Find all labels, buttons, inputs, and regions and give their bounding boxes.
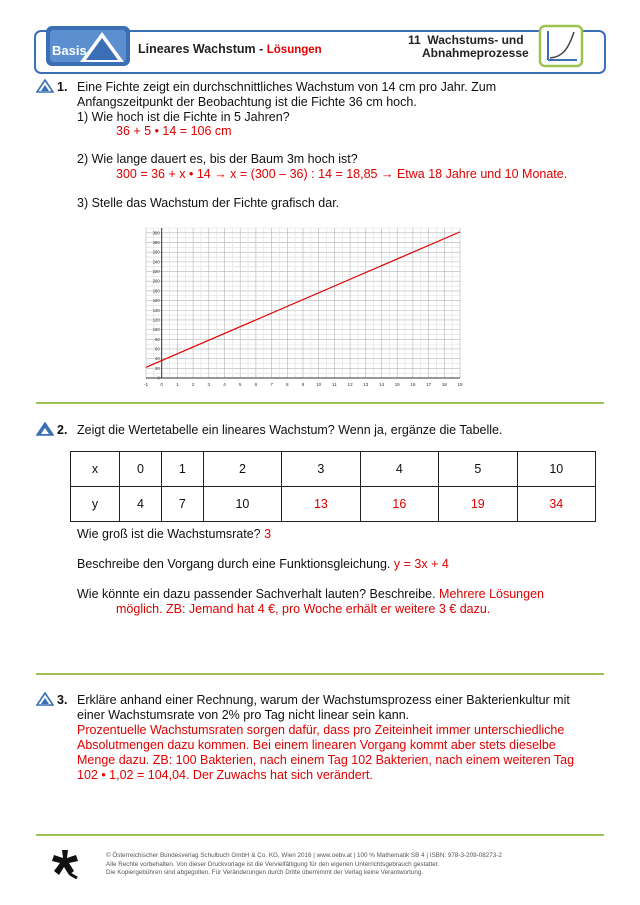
task2-rate-answer: 3 — [264, 527, 272, 541]
task3-answer-line4: 102 • 1,02 = 104,04. Der Zuwachs hat sich verändert. — [77, 768, 373, 782]
table-cell: 5 — [439, 452, 517, 487]
task2-function-line — [77, 557, 449, 572]
table-cell: 1 — [161, 452, 203, 487]
y-tick-label: 180 — [152, 288, 160, 294]
x-tick-label: 5 — [238, 382, 242, 387]
task1-question2: 2) Wie lange dauert es, bis der Baum 3m hoch ist? — [77, 152, 358, 166]
publisher-logo-icon — [50, 848, 80, 880]
y-tick-label: 220 — [152, 269, 160, 275]
table-cell: x — [71, 452, 120, 487]
table-cell: 10 — [203, 487, 281, 522]
task2-question: Zeigt die Wertetabelle ein lineares Wachstum? Wenn ja, ergänze die Tabelle. — [77, 423, 503, 437]
y-tick-label: 300 — [152, 230, 160, 236]
basis-logo — [46, 24, 130, 68]
x-tick-label: 10 — [316, 382, 322, 387]
page-title — [138, 42, 322, 56]
x-tick-label: 11 — [332, 382, 337, 387]
growth-graph-icon — [538, 22, 586, 70]
task3-answer-line3: Menge dazu. ZB: 100 Bakterien, nach einem Tag 102 Bakterien, nach einem weiteren Tag — [77, 753, 575, 767]
table-cell-solution: 13 — [282, 487, 360, 522]
section-divider — [36, 834, 604, 836]
task1-answer1: 36 + 5 • 14 = 106 cm — [116, 124, 232, 138]
x-tick-label: 0 — [160, 382, 163, 387]
y-tick-label: 20 — [155, 365, 160, 371]
task2-scenario-line — [77, 587, 544, 602]
task3-answer-line1: Prozentuelle Wachstumsraten sorgen dafür, dass pro Zeiteinheit immer unterschiedliche — [77, 723, 565, 737]
task1-question3: 3) Stelle das Wachstum der Fichte grafisch dar. — [77, 196, 340, 210]
y-tick-label: 60 — [155, 346, 160, 352]
x-tick-label: 16 — [410, 382, 416, 387]
task2-rate-question: Wie groß ist die Wachstumsrate? — [77, 527, 261, 541]
x-tick-label: 9 — [301, 382, 305, 387]
table-cell: y — [71, 487, 120, 522]
section-divider — [36, 673, 604, 675]
difficulty-triangle-icon — [36, 79, 54, 93]
difficulty-triangle-icon — [36, 422, 54, 436]
y-tick-label: 140 — [152, 307, 160, 313]
y-tick-label: 280 — [152, 240, 160, 246]
task2-scenario-answer1: Mehrere Lösungen — [439, 587, 544, 601]
x-tick-label: 7 — [270, 382, 273, 387]
table-row — [71, 487, 596, 522]
table-cell: 10 — [517, 452, 595, 487]
task1-text-line2: Anfangszeitpunkt der Beobachtung ist die Fichte 36 cm hoch. — [77, 95, 417, 109]
title-text: Lineares Wachstum - — [138, 42, 267, 56]
task2-number: 2. — [57, 423, 68, 437]
x-tick-label: 4 — [223, 382, 226, 387]
task1-question1: 1) Wie hoch ist die Fichte in 5 Jahren? — [77, 110, 290, 124]
table-cell: 7 — [161, 487, 203, 522]
difficulty-triangle-icon — [36, 692, 54, 706]
x-tick-label: 12 — [347, 382, 353, 387]
chapter-line2: Abnahmeprozesse — [422, 46, 529, 60]
table-cell: 4 — [120, 487, 162, 522]
task1-text-line1: Eine Fichte zeigt ein durchschnittliches Wachstum von 14 cm pro Jahr. Zum — [77, 80, 497, 94]
task2-function-question: Beschreibe den Vorgang durch eine Funktionsgleichung. — [77, 557, 391, 571]
x-tick-label: 1 — [176, 382, 179, 387]
footer-line2: Alle Rechte vorbehalten. Von dieser Druckvorlage ist die Vervielfältigung für den eigenen Unterrichtsgebrauch gestattet. — [106, 860, 440, 868]
table-row — [71, 452, 596, 487]
table-cell: 4 — [360, 452, 438, 487]
table-cell-solution: 16 — [360, 487, 438, 522]
title-solutions: Lösungen — [266, 44, 322, 56]
y-tick-label: 80 — [155, 336, 160, 342]
x-tick-label: 15 — [394, 382, 400, 387]
y-tick-label: 120 — [152, 317, 160, 323]
chapter-number: 11 — [408, 33, 421, 47]
table-cell-solution: 19 — [439, 487, 517, 522]
x-tick-label: 3 — [207, 382, 211, 387]
task2-scenario-question: Wie könnte ein dazu passender Sachverhalt lauten? Beschreibe. — [77, 587, 436, 601]
y-tick-label: 240 — [152, 259, 160, 265]
y-tick-label: 160 — [152, 298, 160, 304]
x-tick-label: 2 — [191, 382, 195, 387]
task1-number: 1. — [57, 80, 68, 94]
task2-function-answer: y = 3x + 4 — [393, 557, 449, 571]
table-cell: 2 — [203, 452, 281, 487]
basis-logo-text: Basis — [52, 43, 87, 58]
task3-number: 3. — [57, 693, 68, 707]
x-tick-label: 19 — [457, 382, 463, 387]
task2-scenario-answer2: möglich. ZB: Jemand hat 4 €, pro Woche erhält er weitere 3 € dazu. — [116, 602, 491, 616]
value-table — [70, 451, 596, 522]
y-tick-label: 260 — [152, 249, 160, 255]
table-cell-solution: 34 — [517, 487, 595, 522]
x-tick-label: 8 — [286, 382, 289, 387]
footer-line1: © Österreichischer Bundesverlag Schulbuch GmbH & Co. KG, Wien 2016 | www.oebv.at | 100 % Mathematik SB 4 | ISBN: 978-3-209-08273-2 — [106, 852, 502, 859]
growth-chart — [134, 220, 466, 388]
task3-text-line2: einer Wachstumsrate von 2% pro Tag nicht linear sein kann. — [77, 708, 410, 722]
section-divider — [36, 402, 604, 404]
y-tick-label: 100 — [152, 327, 160, 333]
task3-text-line1: Erkläre anhand einer Rechnung, warum der Wachstumsprozess einer Bakterienkultur mit — [77, 693, 570, 707]
y-tick-label: 40 — [155, 356, 160, 362]
table-cell: 3 — [282, 452, 360, 487]
task3-answer-line2: Absolutmengen dazu kommen. Bei einem linearen Vorgang kommt aber stets dieselbe — [77, 738, 556, 752]
x-tick-label: 18 — [441, 382, 447, 387]
chapter-title — [408, 34, 529, 60]
footer-text — [106, 852, 502, 878]
x-tick-label: 14 — [378, 382, 385, 387]
y-tick-label: 200 — [152, 278, 160, 284]
footer-line3: Die Kopiergebühren sind abgegolten. Für Veränderungen durch Dritte übernimmt der Verlag keine Verantwortung. — [106, 869, 424, 876]
x-tick-label: 6 — [254, 382, 258, 387]
task1-answer2: 300 = 36 + x • 14 → x = (300 – 36) : 14 = 18,85 → Etwa 18 Jahre und 10 Monate. — [116, 167, 568, 181]
table-cell: 0 — [120, 452, 162, 487]
x-tick-label: -1 — [143, 382, 149, 387]
y-tick-label: 0 — [157, 375, 160, 381]
x-tick-label: 13 — [363, 382, 369, 387]
chapter-line1: Wachstums- und — [427, 33, 524, 47]
x-tick-label: 17 — [426, 382, 432, 387]
task2-rate-line — [77, 527, 271, 542]
